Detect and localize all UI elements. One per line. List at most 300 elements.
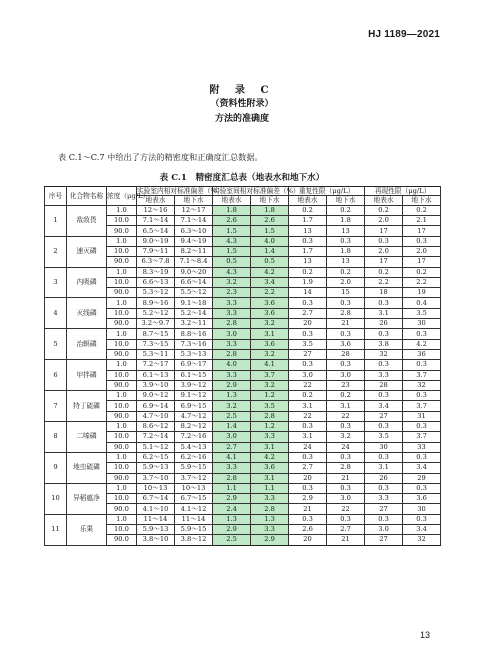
table-cell: 2.9 — [213, 494, 251, 504]
table-cell: 3.2～11 — [175, 319, 213, 329]
table-cell: 3.8～12 — [175, 535, 213, 545]
row-number: 9 — [45, 452, 67, 483]
table-cell: 90.0 — [107, 380, 137, 390]
table-cell: 22 — [289, 380, 327, 390]
table-cell: 0.2 — [403, 267, 441, 277]
table-cell: 3.2 — [213, 277, 251, 287]
table-cell: 2.8 — [251, 411, 289, 421]
table-cell: 1.0 — [107, 329, 137, 339]
table-cell: 2.7 — [289, 463, 327, 473]
table-cell: 27 — [365, 411, 403, 421]
table-cell: 10.0 — [107, 432, 137, 442]
table-cell: 5.3～12 — [137, 288, 175, 298]
table-cell: 2.6 — [213, 216, 251, 226]
table-cell: 21 — [327, 473, 365, 483]
table-cell: 3.1 — [251, 442, 289, 452]
table-cell: 24 — [289, 442, 327, 452]
table-cell: 8.3～19 — [137, 267, 175, 277]
table-cell: 3.4 — [365, 401, 403, 411]
table-cell: 0.3 — [403, 452, 441, 462]
table-cell: 20 — [289, 319, 327, 329]
table-cell: 10.0 — [107, 463, 137, 473]
table-cell: 0.3 — [403, 483, 441, 493]
table-cell: 3.6 — [251, 298, 289, 308]
table-cell: 9.0～12 — [137, 391, 175, 401]
table-cell: 1.3 — [251, 514, 289, 524]
table-cell: 26 — [365, 319, 403, 329]
compound-name: 速灭磷 — [67, 236, 107, 267]
table-cell: 13 — [289, 226, 327, 236]
table-cell: 3.4 — [251, 277, 289, 287]
table-cell: 4.1 — [251, 360, 289, 370]
table-cell: 3.1 — [365, 308, 403, 318]
table-cell: 2.0 — [403, 247, 441, 257]
table-cell: 0.3 — [289, 298, 327, 308]
table-cell: 1.0 — [107, 360, 137, 370]
table-cell: 24 — [327, 442, 365, 452]
table-cell: 0.5 — [213, 257, 251, 267]
table-cell: 2.5 — [213, 411, 251, 421]
table-caption: 表 C.1 精密度汇总表（地表水和地下水） — [159, 173, 325, 183]
table-cell: 3.3 — [251, 432, 289, 442]
table-cell: 1.9 — [289, 277, 327, 287]
table-cell: 0.3 — [365, 422, 403, 432]
table-cell: 0.3 — [289, 483, 327, 493]
table-cell: 22 — [327, 411, 365, 421]
subheader-surface-water: 地表水 — [289, 196, 327, 205]
table-cell: 0.3 — [289, 236, 327, 246]
table-cell: 3.0 — [327, 494, 365, 504]
table-cell: 0.3 — [365, 483, 403, 493]
table-cell: 3.0 — [213, 329, 251, 339]
table-cell: 2.5 — [213, 535, 251, 545]
table-row — [45, 360, 441, 370]
table-cell: 3.0 — [213, 432, 251, 442]
table-cell: 2.2 — [403, 277, 441, 287]
row-number: 11 — [45, 514, 67, 545]
table-cell: 6.1～15 — [175, 370, 213, 380]
compound-name: 灭线磷 — [67, 298, 107, 329]
table-cell: 8.7～15 — [137, 329, 175, 339]
table-cell: 90.0 — [107, 442, 137, 452]
table-cell: 7.2～14 — [137, 432, 175, 442]
table-cell: 31 — [403, 411, 441, 421]
table-cell: 2.8 — [213, 473, 251, 483]
table-cell: 2.0 — [365, 216, 403, 226]
table-cell: 3.2 — [213, 401, 251, 411]
table-cell: 0.3 — [327, 298, 365, 308]
table-cell: 20 — [289, 473, 327, 483]
table-cell: 28 — [327, 349, 365, 359]
table-cell: 13 — [289, 257, 327, 267]
header-compound: 化合物名称 — [67, 187, 107, 206]
table-cell: 3.2 — [251, 319, 289, 329]
table-cell: 3.5 — [365, 432, 403, 442]
table-cell: 10.0 — [107, 308, 137, 318]
table-cell: 2.6 — [289, 525, 327, 535]
table-cell: 1.0 — [107, 483, 137, 493]
table-cell: 12～16 — [137, 205, 175, 215]
table-row — [45, 452, 441, 462]
table-cell: 3.7 — [403, 432, 441, 442]
table-row — [45, 205, 441, 215]
page-number: 13 — [419, 630, 430, 640]
table-cell: 1.3 — [213, 391, 251, 401]
table-cell: 2.9 — [213, 380, 251, 390]
row-number: 2 — [45, 236, 67, 267]
table-cell: 28 — [365, 380, 403, 390]
table-cell: 90.0 — [107, 226, 137, 236]
table-cell: 1.5 — [213, 247, 251, 257]
table-cell: 0.3 — [327, 422, 365, 432]
table-cell: 7.1～8.4 — [175, 257, 213, 267]
row-number: 4 — [45, 298, 67, 329]
table-cell: 8.8～16 — [175, 329, 213, 339]
table-cell: 3.7 — [251, 370, 289, 380]
table-cell: 0.3 — [403, 329, 441, 339]
row-number: 1 — [45, 205, 67, 236]
intro-paragraph: 表 C.1～C.7 中给出了方法的精密度和正确度汇总数据。 — [58, 152, 263, 162]
table-cell: 17 — [403, 257, 441, 267]
table-cell: 19 — [403, 288, 441, 298]
table-cell: 7.1～14 — [175, 216, 213, 226]
table-row — [45, 483, 441, 493]
table-cell: 2.8 — [213, 349, 251, 359]
table-cell: 13 — [327, 226, 365, 236]
table-cell: 1.8 — [327, 247, 365, 257]
table-cell: 0.3 — [365, 391, 403, 401]
table-cell: 29 — [403, 473, 441, 483]
table-cell: 6.9～14 — [137, 401, 175, 411]
table-cell: 1.7 — [289, 247, 327, 257]
table-cell: 8.2～11 — [175, 247, 213, 257]
table-cell: 1.2 — [251, 422, 289, 432]
table-cell: 7.2～16 — [175, 432, 213, 442]
table-cell: 0.2 — [289, 267, 327, 277]
table-cell: 0.2 — [365, 267, 403, 277]
table-cell: 1.8 — [213, 205, 251, 215]
table-cell: 1.0 — [107, 422, 137, 432]
header-reproducibility-limit: 再现性限（μg/L） — [365, 187, 441, 196]
table-cell: 3.7～10 — [137, 473, 175, 483]
compound-name: 异稻瘟净 — [67, 483, 107, 514]
table-cell: 6.5～14 — [137, 226, 175, 236]
table-cell: 3.3 — [213, 370, 251, 380]
table-cell: 0.2 — [327, 205, 365, 215]
table-cell: 9.1～18 — [175, 298, 213, 308]
header-between-lab-rsd: 实验室间相对标准偏差（%） — [213, 187, 300, 195]
table-cell: 90.0 — [107, 411, 137, 421]
table-cell: 17 — [365, 257, 403, 267]
header-repeatability-limit: 重复性限（μg/L） — [289, 187, 365, 196]
table-cell: 0.3 — [365, 514, 403, 524]
row-number: 7 — [45, 391, 67, 422]
table-cell: 3.3 — [213, 298, 251, 308]
table-cell: 6.1～13 — [137, 370, 175, 380]
compound-name: 甲拌磷 — [67, 360, 107, 391]
table-cell: 2.4 — [213, 504, 251, 514]
table-cell: 0.2 — [289, 391, 327, 401]
table-cell: 0.5 — [251, 257, 289, 267]
table-cell: 0.3 — [403, 360, 441, 370]
table-cell: 10.0 — [107, 247, 137, 257]
table-cell: 1.5 — [213, 226, 251, 236]
table-cell: 3.3 — [251, 525, 289, 535]
table-cell: 0.3 — [289, 514, 327, 524]
table-cell: 6.6～13 — [137, 277, 175, 287]
table-cell: 9.0～19 — [137, 236, 175, 246]
table-cell: 3.1 — [289, 401, 327, 411]
table-cell: 4.1～12 — [175, 504, 213, 514]
table-cell: 1.1 — [251, 483, 289, 493]
table-cell: 3.6 — [403, 494, 441, 504]
table-cell: 2.7 — [327, 525, 365, 535]
table-cell: 1.4 — [213, 422, 251, 432]
table-row — [45, 236, 441, 246]
table-row — [45, 391, 441, 401]
table-cell: 1.0 — [107, 236, 137, 246]
table-cell: 1.0 — [107, 205, 137, 215]
table-cell: 5.2～12 — [137, 308, 175, 318]
table-cell: 0.4 — [403, 298, 441, 308]
table-cell: 2.8 — [327, 308, 365, 318]
table-cell: 3.0 — [327, 370, 365, 380]
table-cell: 4.2 — [403, 339, 441, 349]
table-cell: 27 — [289, 349, 327, 359]
compound-name: 内吸磷 — [67, 267, 107, 298]
table-row — [45, 298, 441, 308]
subheader-groundwater: 地下水 — [175, 196, 213, 205]
table-row — [45, 267, 441, 277]
table-cell: 1.8 — [251, 205, 289, 215]
table-cell: 0.2 — [327, 391, 365, 401]
table-cell: 2.8 — [213, 319, 251, 329]
table-cell: 3.2～9.7 — [137, 319, 175, 329]
table-cell: 3.2 — [251, 380, 289, 390]
table-cell: 3.8 — [365, 339, 403, 349]
table-cell: 2.8 — [327, 463, 365, 473]
table-cell: 1.8 — [327, 216, 365, 226]
table-cell: 3.3 — [365, 494, 403, 504]
table-cell: 30 — [365, 442, 403, 452]
table-cell: 5.3～11 — [137, 349, 175, 359]
table-cell: 36 — [403, 349, 441, 359]
table-cell: 3.5 — [289, 339, 327, 349]
table-cell: 4.0 — [251, 236, 289, 246]
table-body — [45, 205, 441, 545]
table-cell: 5.9～15 — [175, 525, 213, 535]
table-cell: 10～13 — [175, 483, 213, 493]
table-cell: 0.3 — [327, 360, 365, 370]
table-cell: 6.7～15 — [175, 494, 213, 504]
table-cell: 3.8～10 — [137, 535, 175, 545]
table-cell: 0.2 — [403, 205, 441, 215]
table-cell: 3.1 — [327, 401, 365, 411]
table-cell: 8.9～16 — [137, 298, 175, 308]
table-row — [45, 422, 441, 432]
table-cell: 0.3 — [403, 422, 441, 432]
header-concentration: 浓度（μg/L） — [107, 187, 137, 206]
table-cell: 11～14 — [137, 514, 175, 524]
table-cell: 3.0 — [289, 370, 327, 380]
appendix-subtitle: （资料性附录） — [210, 99, 274, 109]
compound-name: 地虫硫磷 — [67, 452, 107, 483]
table-cell: 27 — [365, 504, 403, 514]
table-cell: 0.3 — [327, 329, 365, 339]
table-cell: 30 — [403, 504, 441, 514]
table-cell: 6.9～17 — [175, 360, 213, 370]
table-cell: 17 — [403, 226, 441, 236]
table-cell: 0.3 — [327, 236, 365, 246]
table-cell: 22 — [289, 411, 327, 421]
subheader-surface-water: 地表水 — [137, 196, 175, 205]
table-cell: 4.7～10 — [137, 411, 175, 421]
table-cell: 32 — [403, 380, 441, 390]
table-cell: 5.4～13 — [175, 442, 213, 452]
table-cell: 27 — [365, 535, 403, 545]
table-cell: 10～13 — [137, 483, 175, 493]
table-cell: 10.0 — [107, 401, 137, 411]
table-cell: 0.3 — [403, 514, 441, 524]
subheader-surface-water: 地表水 — [213, 196, 251, 205]
table-cell: 10.0 — [107, 277, 137, 287]
table-cell: 4.1 — [213, 452, 251, 462]
table-cell: 90.0 — [107, 288, 137, 298]
table-cell: 3.7 — [403, 401, 441, 411]
table-cell: 10.0 — [107, 494, 137, 504]
table-cell: 0.3 — [403, 391, 441, 401]
table-cell: 2.9 — [251, 535, 289, 545]
table-row — [45, 329, 441, 339]
table-cell: 13 — [327, 257, 365, 267]
table-cell: 1.2 — [251, 391, 289, 401]
table-cell: 0.3 — [289, 329, 327, 339]
subheader-surface-water: 地表水 — [365, 196, 403, 205]
table-cell: 15 — [327, 288, 365, 298]
table-cell: 3.7～12 — [175, 473, 213, 483]
row-number: 8 — [45, 422, 67, 453]
table-cell: 0.3 — [365, 452, 403, 462]
table-cell: 5.3～13 — [175, 349, 213, 359]
table-cell: 8.6～12 — [137, 422, 175, 432]
table-cell: 90.0 — [107, 535, 137, 545]
table-cell: 3.2 — [327, 432, 365, 442]
precision-summary-table — [44, 186, 441, 546]
table-cell: 3.6 — [251, 308, 289, 318]
table-cell: 2.9 — [289, 494, 327, 504]
table-cell: 7.1～14 — [137, 216, 175, 226]
table-cell: 17 — [365, 226, 403, 236]
compound-name: 治螟磷 — [67, 329, 107, 360]
subheader-groundwater: 地下水 — [403, 196, 441, 205]
table-cell: 6.3～10 — [175, 226, 213, 236]
table-cell: 7.2～17 — [137, 360, 175, 370]
table-cell: 8.2～12 — [175, 422, 213, 432]
table-cell: 3.4 — [403, 525, 441, 535]
compound-name: 乐果 — [67, 514, 107, 545]
table-cell: 2.0 — [327, 277, 365, 287]
table-cell: 4.2 — [251, 267, 289, 277]
table-cell: 6.3～7.8 — [137, 257, 175, 267]
table-cell: 10.0 — [107, 370, 137, 380]
table-cell: 0.3 — [365, 329, 403, 339]
table-cell: 20 — [289, 535, 327, 545]
table-cell: 7.3～15 — [137, 339, 175, 349]
table-cell: 90.0 — [107, 257, 137, 267]
table-cell: 18 — [365, 288, 403, 298]
table-cell: 4.0 — [213, 360, 251, 370]
table-cell: 5.2～14 — [175, 308, 213, 318]
table-cell: 2.2 — [365, 277, 403, 287]
table-cell: 21 — [327, 535, 365, 545]
table-cell: 11～14 — [175, 514, 213, 524]
table-cell: 2.0 — [365, 247, 403, 257]
table-cell: 1.4 — [251, 247, 289, 257]
table-header — [45, 187, 441, 206]
table-cell: 4.1～10 — [137, 504, 175, 514]
table-cell: 0.3 — [289, 360, 327, 370]
table-cell: 0.3 — [289, 422, 327, 432]
appendix-name: 方法的准确度 — [214, 114, 269, 124]
row-number: 10 — [45, 483, 67, 514]
table-cell: 14 — [289, 288, 327, 298]
table-cell: 0.2 — [289, 205, 327, 215]
table-cell: 0.2 — [327, 267, 365, 277]
table-cell: 0.3 — [327, 514, 365, 524]
row-number: 5 — [45, 329, 67, 360]
table-cell: 0.3 — [365, 360, 403, 370]
table-cell: 3.6 — [251, 463, 289, 473]
table-cell: 3.6 — [251, 339, 289, 349]
table-cell: 2.6 — [251, 216, 289, 226]
table-cell: 0.3 — [365, 298, 403, 308]
table-cell: 1.0 — [107, 391, 137, 401]
table-cell: 32 — [365, 349, 403, 359]
table-cell: 3.1 — [365, 463, 403, 473]
table-cell: 0.3 — [327, 483, 365, 493]
table-cell: 1.0 — [107, 514, 137, 524]
table-cell: 3.3 — [213, 463, 251, 473]
table-cell: 3.3 — [213, 339, 251, 349]
table-cell: 1.0 — [107, 298, 137, 308]
table-cell: 2.2 — [251, 288, 289, 298]
compound-name: 敌敌畏 — [67, 205, 107, 236]
table-cell: 33 — [403, 442, 441, 452]
table-cell: 1.5 — [251, 226, 289, 236]
table-cell: 5.9～15 — [175, 463, 213, 473]
table-cell: 2.7 — [213, 442, 251, 452]
table-cell: 3.3 — [365, 370, 403, 380]
standard-id: HJ 1189—2021 — [368, 29, 440, 40]
table-cell: 23 — [327, 380, 365, 390]
appendix-title: 附 录 C — [209, 85, 275, 96]
table-cell: 1.0 — [107, 267, 137, 277]
table-cell: 2.3 — [213, 288, 251, 298]
table-cell: 2.1 — [403, 216, 441, 226]
table-cell: 3.5 — [403, 308, 441, 318]
table-cell: 1.1 — [213, 483, 251, 493]
table-cell: 1.0 — [107, 452, 137, 462]
table-cell: 2.8 — [251, 504, 289, 514]
table-cell: 0.3 — [365, 236, 403, 246]
table-cell: 0.3 — [403, 236, 441, 246]
table-cell: 9.1～12 — [175, 391, 213, 401]
table-cell: 2.9 — [213, 525, 251, 535]
header-within-lab-rsd: 实验室内相对标准偏差（%） — [137, 187, 224, 195]
table-cell: 90.0 — [107, 504, 137, 514]
subheader-groundwater: 地下水 — [327, 196, 365, 205]
table-cell: 3.6 — [327, 339, 365, 349]
